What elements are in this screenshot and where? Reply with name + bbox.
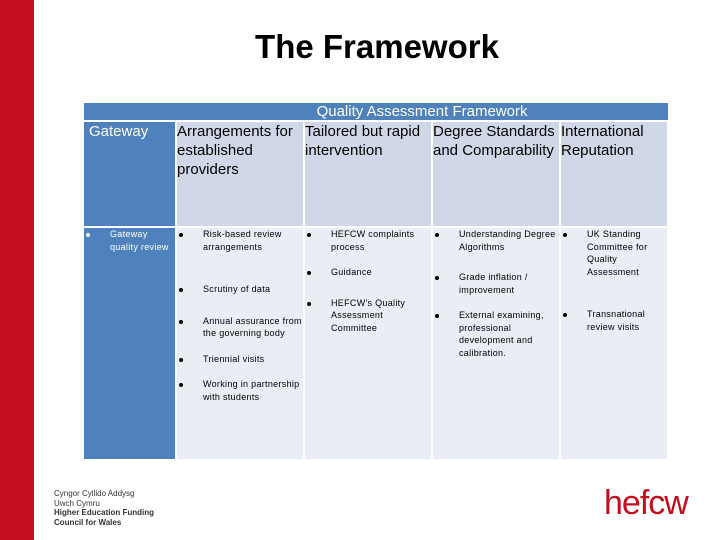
banner-spacer [84,103,176,121]
column-body-gateway [84,227,176,459]
list-item: HEFCW's Quality Assessment Committee [305,297,431,335]
list-item: Guidance [305,266,431,279]
list-item: Gateway quality review [84,228,175,253]
bullet-icon [179,233,183,237]
bullet-icon [435,233,439,237]
list-item: Transnational review visits [561,308,667,333]
bullet-icon [179,320,183,324]
table-banner: Quality Assessment Framework [176,103,668,121]
column-body-tailored [304,227,432,459]
bullet-icon [563,233,567,237]
bullet-icon [86,233,90,237]
framework-table [84,103,669,459]
bullet-icon [307,233,311,237]
bullet-icon [179,358,183,362]
list-item: Annual assurance from the governing body [177,315,303,340]
list-item: HEFCW complaints process [305,228,431,253]
list-item: Grade inflation / improvement [433,271,559,296]
column-body-international [560,227,668,459]
column-header-arrangements: Arrangements for established providers [176,121,304,227]
bullet-icon [435,314,439,318]
column-header-gateway: Gateway [84,121,176,227]
column-header-tailored: Tailored but rapid intervention [304,121,432,227]
bullet-icon [435,276,439,280]
bullet-icon [307,302,311,306]
hefcw-logo: hefcw [604,484,688,522]
column-body-degree-standards [432,227,560,459]
funding-council-logo-text: Cyngor Cyllido Addysg Uwch Cymru Higher Education Funding Council for Wales [54,489,154,527]
column-header-degree-standards: Degree Standards and Comparability [432,121,560,227]
list-item: Risk-based review arrangements [177,228,303,253]
bullet-icon [563,313,567,317]
bullet-icon [307,271,311,275]
list-item: Understanding Degree Algorithms [433,228,559,253]
page-title: The Framework [255,28,499,65]
left-red-bar [0,0,34,540]
list-item: Working in partnership with students [177,378,303,403]
list-item: External examining, professional development and calibration. [433,309,559,359]
column-header-international: International Reputation [560,121,668,227]
list-item: Scrutiny of data [177,283,303,296]
list-item: Triennial visits [177,353,303,366]
bullet-icon [179,383,183,387]
column-body-arrangements [176,227,304,459]
bullet-icon [179,288,183,292]
list-item: UK Standing Committee for Quality Assessment [561,228,667,278]
